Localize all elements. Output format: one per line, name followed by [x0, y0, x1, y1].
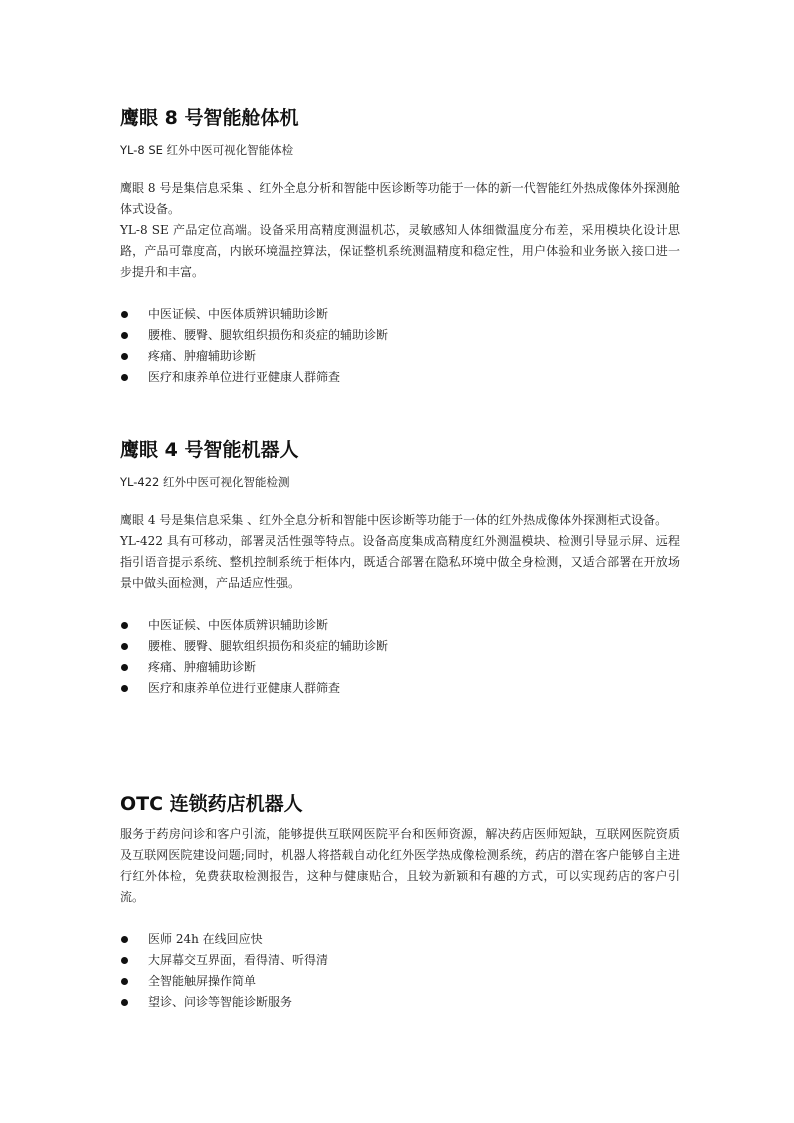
list-item-text: 疼痛、肿瘤辅助诊断: [148, 349, 257, 363]
description-paragraph: YL-422 具有可移动，部署灵活性强等特点。设备高度集成高精度红外测温模块、检测引导显示屏、远程指引语音提示系统、整机控制系统于柜体内，既适合部署在隐私环境中做全身检测，又适合部署在开放场景中做头面检测，产品适应性强。: [120, 534, 680, 590]
section-yingyan-8: [120, 105, 680, 388]
list-item-text: 医师 24h 在线回应快: [148, 932, 263, 946]
list-item: [120, 367, 680, 388]
list-item-text: 腰椎、腰臀、腿软组织损伤和炎症的辅助诊断: [148, 639, 389, 653]
bullet-icon: [121, 685, 128, 692]
bullet-icon: [121, 664, 128, 671]
list-item: [120, 657, 680, 678]
section-title: OTC 连锁药店机器人: [120, 793, 303, 815]
description-paragraph: 鹰眼 8 号是集信息采集 、红外全息分析和智能中医诊断等功能于一体的新一代智能红外热成像体外探测舱体式设备。: [120, 181, 680, 216]
bullet-icon: [121, 957, 128, 964]
list-item-text: 望诊、问诊等智能诊断服务: [148, 995, 293, 1009]
list-item: [120, 636, 680, 657]
bullet-icon: [121, 353, 128, 360]
section-yingyan-4: [120, 437, 680, 699]
list-item: [120, 615, 680, 636]
section-subtitle: YL-8 SE 红外中医可视化智能体检: [120, 143, 294, 157]
list-item-text: 腰椎、腰臀、腿软组织损伤和炎症的辅助诊断: [148, 328, 389, 342]
section-title: 鹰眼 8 号智能舱体机: [120, 107, 299, 129]
list-item: [120, 678, 680, 699]
list-item-text: 医疗和康养单位进行亚健康人群筛查: [148, 681, 341, 695]
section-otc-pharmacy-robot: [120, 791, 680, 1013]
bullet-icon: [121, 374, 128, 381]
list-item: [120, 950, 680, 971]
bullet-icon: [121, 332, 128, 339]
bullet-icon: [121, 936, 128, 943]
list-item-text: 中医证候、中医体质辨识辅助诊断: [148, 307, 329, 321]
description-paragraph: 鹰眼 4 号是集信息采集 、红外全息分析和智能中医诊断等功能于一体的红外热成像体外探测柜式设备。: [120, 513, 668, 527]
feature-list: [120, 929, 680, 1013]
section-title: 鹰眼 4 号智能机器人: [120, 439, 299, 461]
list-item-text: 中医证候、中医体质辨识辅助诊断: [148, 618, 329, 632]
list-item: [120, 325, 680, 346]
bullet-icon: [121, 622, 128, 629]
bullet-icon: [121, 978, 128, 985]
bullet-icon: [121, 311, 128, 318]
list-item: [120, 346, 680, 367]
list-item-text: 全智能触屏操作简单: [148, 974, 257, 988]
list-item-text: 大屏幕交互界面，看得清、听得清: [148, 953, 329, 967]
list-item: [120, 929, 680, 950]
list-item: [120, 992, 680, 1013]
feature-list: [120, 304, 680, 388]
feature-list: [120, 615, 680, 699]
bullet-icon: [121, 643, 128, 650]
list-item: [120, 971, 680, 992]
list-item: [120, 304, 680, 325]
list-item-text: 疼痛、肿瘤辅助诊断: [148, 660, 257, 674]
list-item-text: 医疗和康养单位进行亚健康人群筛查: [148, 370, 341, 384]
section-subtitle: YL-422 红外中医可视化智能检测: [120, 475, 290, 489]
description-paragraph: YL-8 SE 产品定位高端。设备采用高精度测温机芯，灵敏感知人体细微温度分布差，采用模块化设计思路，产品可靠度高，内嵌环境温控算法，保证整机系统测温精度和稳定性，用户体验和业务嵌入接口进一步提升和丰富。: [120, 223, 680, 279]
description-paragraph: 服务于药房问诊和客户引流，能够提供互联网医院平台和医师资源，解决药店医师短缺，互联网医院资质及互联网医院建设问题;同时，机器人将搭载自动化红外医学热成像检测系统，药店的潜在客户能够自主进行红外体检，免费获取检测报告，这种与健康贴合，且较为新颖和有趣的方式，可以实现药店的客户引流。: [120, 827, 680, 904]
bullet-icon: [121, 999, 128, 1006]
